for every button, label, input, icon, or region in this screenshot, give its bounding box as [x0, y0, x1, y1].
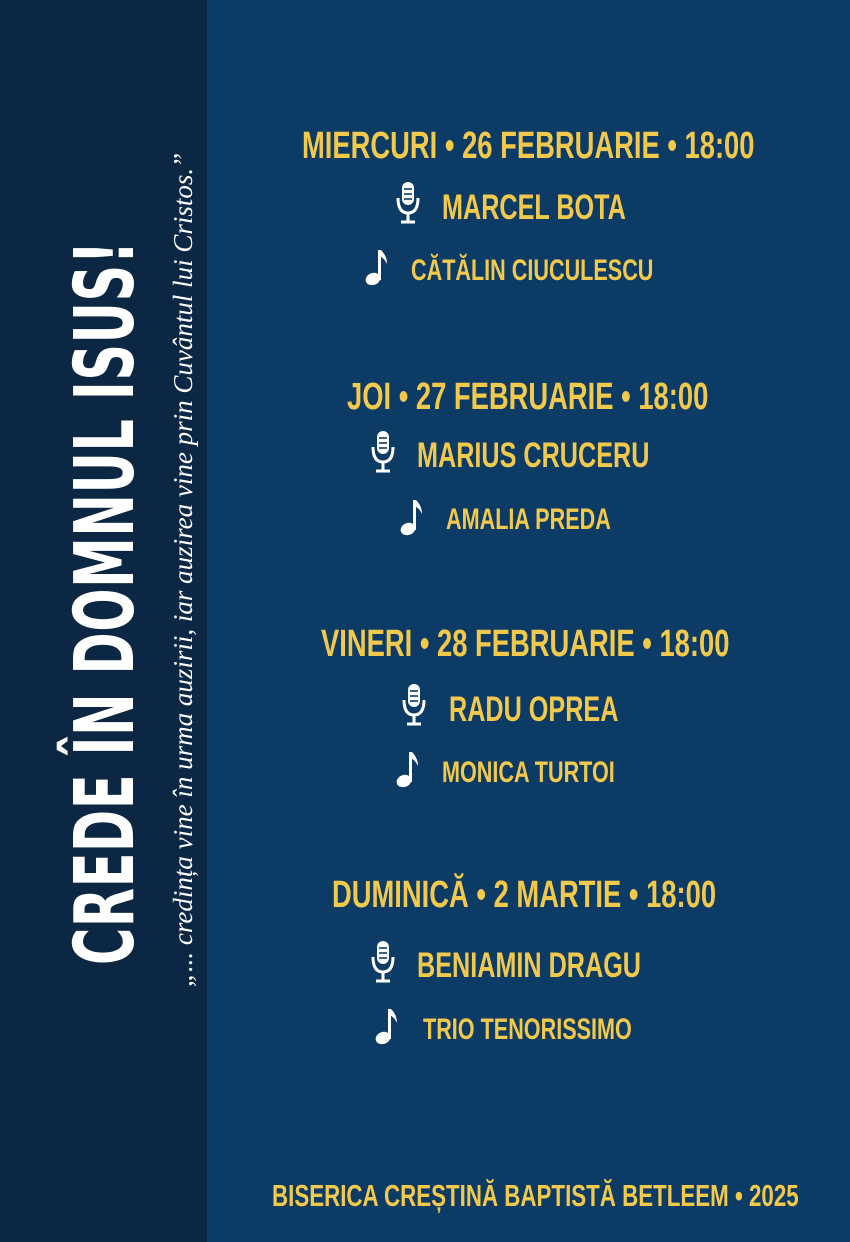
- event-day: DUMINICĂ: [332, 874, 469, 916]
- event-header: [321, 622, 729, 666]
- separator: •: [621, 376, 631, 418]
- music-performer: TRIO TENORISSIMO: [423, 1013, 632, 1046]
- event-date: 26 FEBRUARIE: [462, 125, 660, 167]
- event-time: 18:00: [684, 125, 755, 167]
- footer: [272, 1176, 799, 1216]
- speaker-name: MARIUS CRUCERU: [417, 436, 650, 475]
- music-note-icon: [396, 749, 420, 789]
- event-time: 18:00: [638, 376, 709, 418]
- separator: •: [419, 623, 430, 665]
- separator: •: [398, 376, 409, 418]
- music-performer: MONICA TURTOI: [442, 756, 615, 789]
- music-note-icon: [400, 497, 424, 537]
- footer-year: 2025: [749, 1178, 799, 1213]
- music-note-icon: [365, 247, 389, 287]
- separator: •: [734, 1178, 743, 1213]
- event-header: [302, 124, 754, 168]
- poster-title: CREDE ÎN DOMNUL ISUS!: [58, 240, 153, 965]
- speaker-name: RADU OPREA: [449, 690, 619, 729]
- event-date: 2 MARTIE: [493, 874, 622, 916]
- speaker-name: BENIAMIN DRAGU: [417, 946, 641, 985]
- event-day: MIERCURI: [302, 125, 438, 167]
- music-note-icon: [375, 1006, 399, 1046]
- event-day: JOI: [347, 376, 392, 418]
- sidebar: [0, 0, 207, 1242]
- music-performer: AMALIA PREDA: [446, 503, 611, 536]
- event-time: 18:00: [659, 623, 730, 665]
- microphone-icon: [370, 940, 396, 984]
- event-date: 27 FEBRUARIE: [415, 376, 614, 418]
- separator: •: [444, 125, 455, 167]
- microphone-icon: [370, 430, 396, 474]
- event-day: VINERI: [321, 623, 413, 665]
- separator: •: [628, 874, 639, 916]
- separator: •: [476, 874, 486, 916]
- church-name: BISERICA CREȘTINĂ BAPTISTĂ BETLEEM: [272, 1178, 729, 1213]
- event-time: 18:00: [646, 874, 717, 916]
- event-header: [332, 873, 716, 917]
- separator: •: [667, 125, 677, 167]
- event-date: 28 FEBRUARIE: [437, 623, 635, 665]
- microphone-icon: [395, 181, 421, 225]
- bible-quote: „... credința vine în urma auzirii, iar auzirea vine prin Cuvântul lui Cristos.”: [168, 152, 198, 988]
- microphone-icon: [401, 683, 427, 727]
- music-performer: CĂTĂLIN CIUCULESCU: [411, 254, 654, 287]
- event-header: [347, 375, 708, 419]
- separator: •: [642, 623, 652, 665]
- speaker-name: MARCEL BOTA: [442, 188, 626, 227]
